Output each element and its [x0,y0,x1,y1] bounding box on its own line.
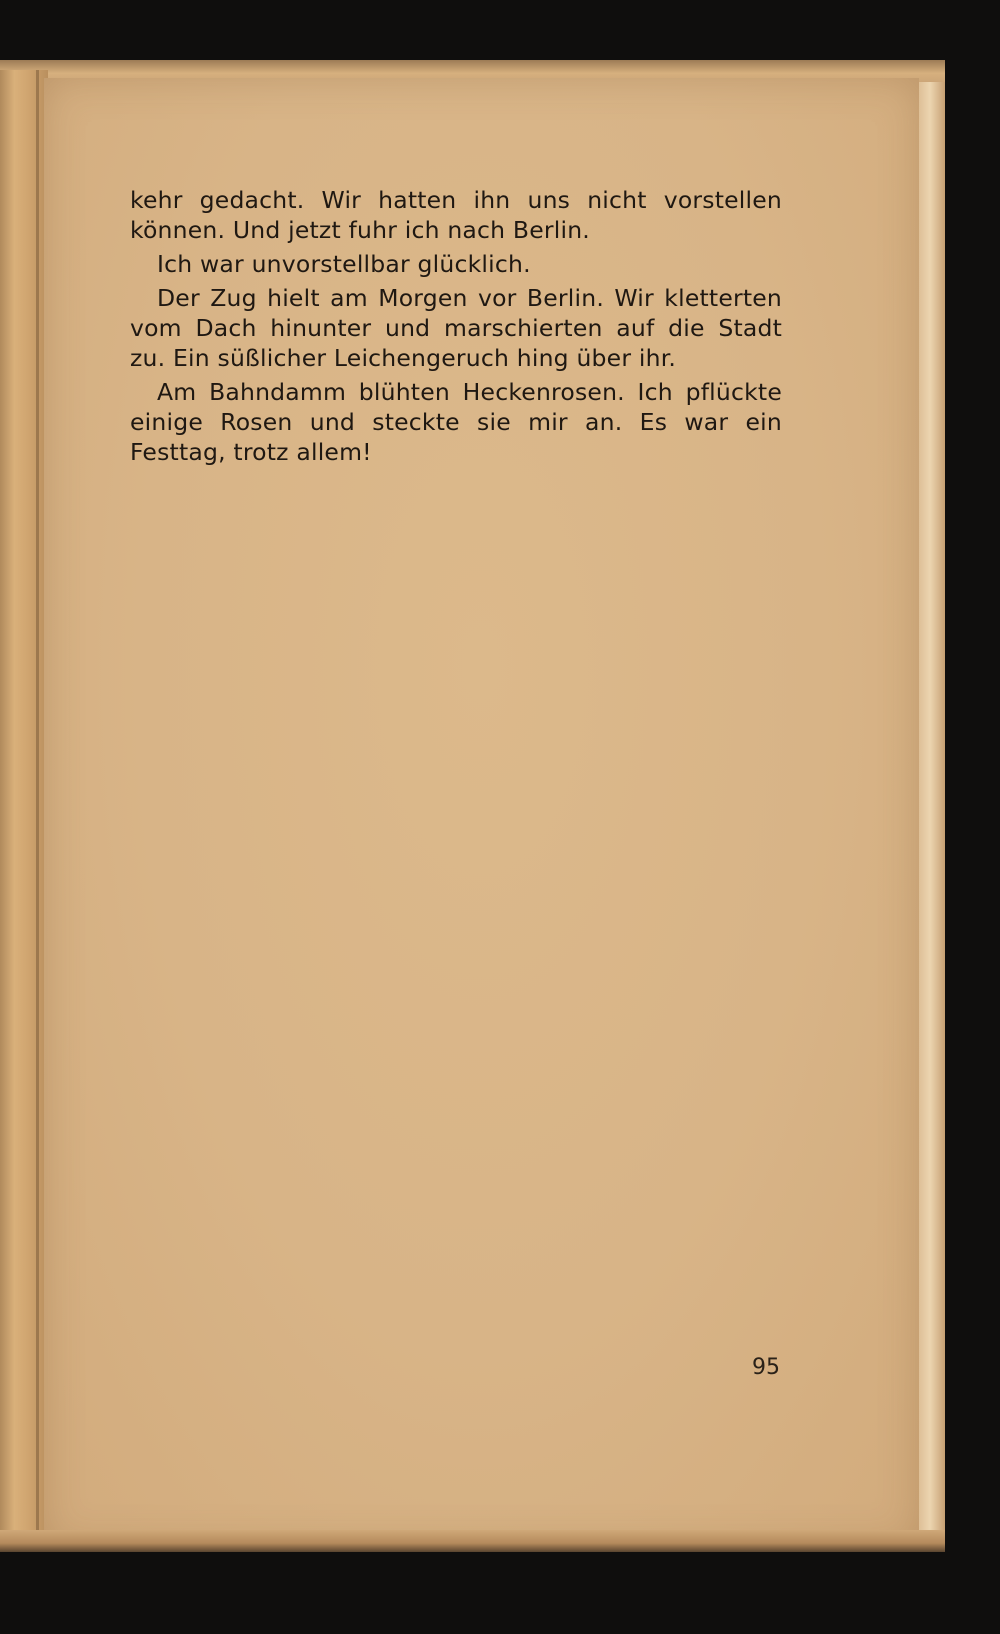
book-spine-line [36,70,39,1545]
paragraph-2: Ich war unvorstellbar glücklich. [157,250,531,278]
paragraph-3: Der Zug hielt am Morgen vor Berlin. Wir kletterten vom Dach hinunter und marschierten auf die Stadt zu. Ein süßlicher Leichengeruch hing über ihr. [130,284,782,372]
paragraph-1: kehr gedacht. Wir hatten ihn uns nicht vorstellen können. Und jetzt fuhr ich nach Berlin. [130,186,782,244]
book-right-edge [915,82,945,1552]
book-left-edge [0,70,48,1545]
paragraph-4: Am Bahndamm blühten Heckenrosen. Ich pflückte einige Rosen und steckte sie mir an. Es war ein Festtag, trotz allem! [130,378,782,466]
book-bottom-edge [0,1530,945,1552]
page-number: 95 [752,1355,780,1380]
body-text [130,185,782,471]
